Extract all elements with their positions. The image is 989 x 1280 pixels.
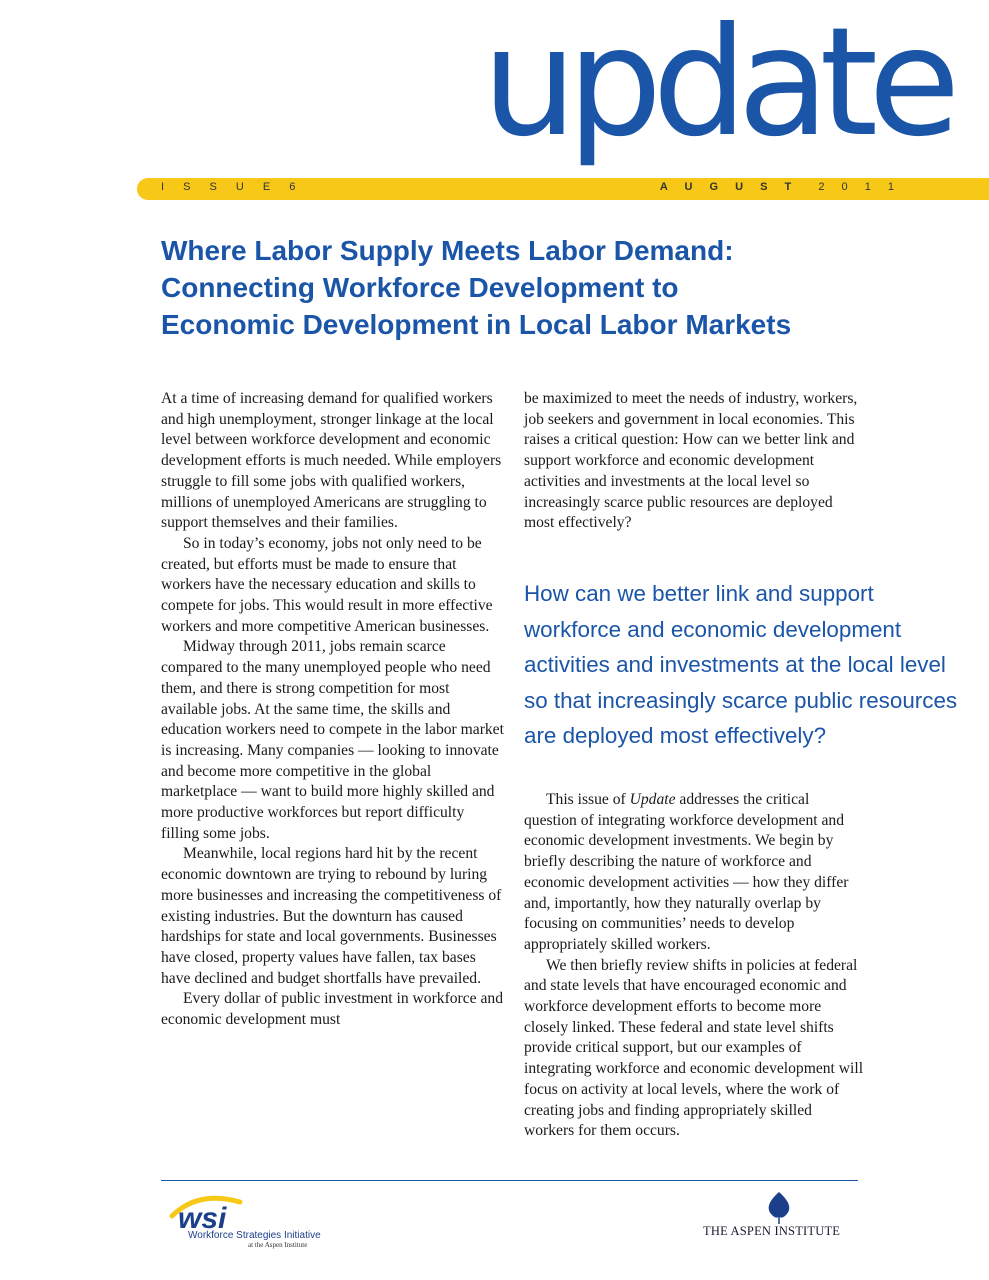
issue-date <box>660 181 901 193</box>
wsi-mark: wsi <box>178 1202 227 1235</box>
issue-year: 2 0 1 1 <box>818 181 901 193</box>
issue-bar <box>137 178 989 200</box>
text-run: addresses the critical question of integrating workforce development and economic development investments. We begin by briefly describing the nature of workforce and economic development activities — how they differ and, importantly, how they naturally overlap by focusing on communities’ needs to develop appropriately skilled workers. <box>524 791 849 953</box>
footer-divider <box>161 1180 858 1181</box>
wsi-subtitle: at the Aspen Institute <box>248 1241 308 1249</box>
pull-quote: How can we better link and support workforce and economic development activities and investments at the local level so that increasingly scarce public resources are deployed most effectively? <box>524 581 958 748</box>
body-paragraph: Midway through 2011, jobs remain scarce compared to the many unemployed people who need them, and there is strong competition for most available jobs. At the same time, the skills and education workers need to compete in the labor market is increasing. Many companies — looking to innovate and become more competitive in the global marketplace — want to build more highly skilled and more productive workforces but report difficulty filling some jobs. <box>161 638 504 842</box>
aspen-wordmark: THE ASPEN INSTITUTE <box>703 1224 841 1238</box>
title-line: Connecting Workforce Development to <box>161 272 679 303</box>
body-paragraph: So in today’s economy, jobs not only need to be created, but efforts must be made to ensure that workers have the necessary education and skills to compete for jobs. This would result in more effective workers and more competitive American businesses. <box>161 534 493 635</box>
aspen-leaf-icon <box>762 1190 796 1224</box>
right-column-bottom <box>524 790 864 1142</box>
body-paragraph: Every dollar of public investment in workforce and economic development must <box>161 990 504 1029</box>
wsi-logo <box>168 1190 328 1254</box>
body-paragraph <box>524 790 864 956</box>
aspen-institute-logo <box>700 1190 860 1250</box>
wsi-name: Workforce Strategies Initiative <box>188 1230 321 1241</box>
body-paragraph: be maximized to meet the needs of industry, workers, job seekers and government in local economies. This raises a critical question: How can we better link and support workforce and economic development activities and investments at the local level so increasingly scarce public resources are deployed most effectively? <box>524 390 858 532</box>
body-paragraph: We then briefly review shifts in policies at federal and state levels that have encouraged economic and workforce development efforts to become more closely linked. These federal and state level shifts provide critical support, but our examples of integrating workforce and economic development will focus on activity at local levels, where the work of creating jobs and finding appropriately skilled workers for them occurs. <box>524 956 864 1140</box>
issue-month: A U G U S T <box>659 181 799 193</box>
title-line: Economic Development in Local Labor Markets <box>161 309 792 340</box>
publication-name: Update <box>629 791 676 808</box>
title-line: Where Labor Supply Meets Labor Demand: <box>161 235 734 266</box>
body-paragraph: At a time of increasing demand for qualified workers and high unemployment, stronger linkage at the local level between workforce development and economic development efforts is much needed. While employers struggle to fill some jobs with qualified workers, millions of unemployed Americans are struggling to support themselves and their families. <box>161 390 502 532</box>
article-title <box>161 232 921 343</box>
text-run: This issue of <box>546 791 630 808</box>
left-column <box>161 389 506 1031</box>
right-column-top <box>524 389 864 534</box>
body-paragraph: Meanwhile, local regions hard hit by the recent economic downtown are trying to rebound by luring more businesses and increasing the competitiveness of existing industries. But the downturn has caused hardships for state and local governments. Businesses have closed, property values have fallen, tax bases have declined and budget shortfalls have prevailed. <box>161 845 502 987</box>
masthead-title: update <box>482 0 951 170</box>
issue-number: I S S U E 6 <box>161 181 304 193</box>
